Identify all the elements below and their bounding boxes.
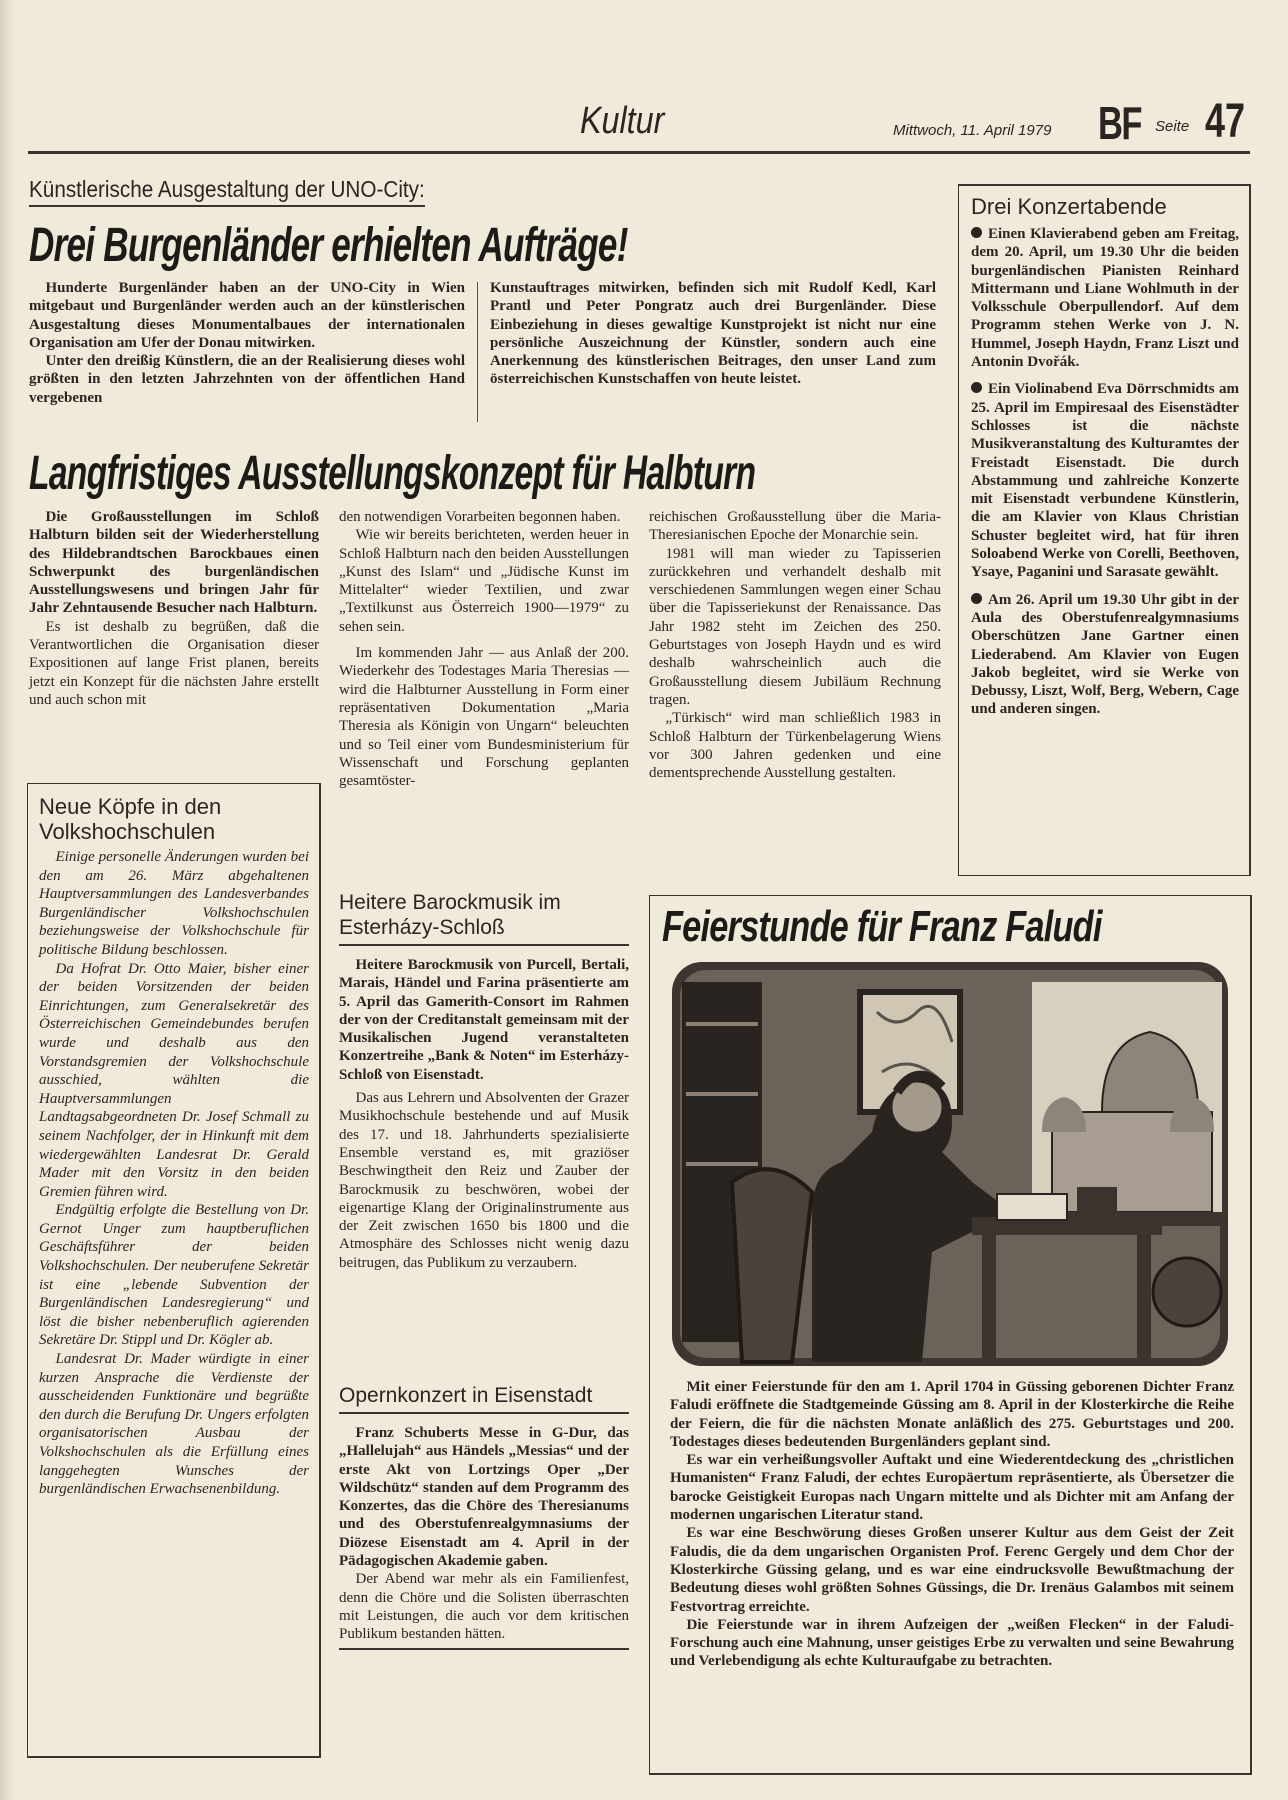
column-rule — [477, 282, 478, 422]
paragraph: Hunderte Burgenländer haben an der UNO-City in Wien mitgebaut und Burgenländer werden auch an der künstlerischen Ausgestaltung dieses Monumentalbaues der internationalen Organisation am Ufer der Donau mitwirken. — [29, 280, 465, 351]
paragraph: Die Feierstunde war in ihrem Aufzeigen der „weißen Flecken“ in der Faludi-Forschung auch eine Mahnung, unser geistiges Erbe zu verwalten und seine Bewahrung und Verlebendigung als echte Kulturaufgabe zu betrachten. — [670, 1616, 1234, 1670]
paragraph: Einige personelle Änderungen wurden bei den am 26. März abgehaltenen Hauptversammlungen des Landesverbandes Burgenländischer Volkshochschulen beziehungsweise der Volkshochschule für politische Bildung beschlossen. — [39, 849, 309, 958]
header-rule — [28, 151, 1250, 154]
paragraph: Wie wir bereits berichteten, werden heuer in Schloß Halbturn nach den beiden Ausstellungen „Kunst des Islam“ und „Jüdische Kunst im Mittelalter“ wieder Textilien, und zwar „Textilkunst aus Österreich 1900—1979“ zu sehen sein. — [339, 527, 629, 635]
paragraph: den notwendigen Vorarbeiten begonnen haben. — [339, 509, 621, 525]
page-number: 47 — [1205, 95, 1246, 148]
section-title: Kultur — [580, 100, 665, 142]
konzertabende-title: Drei Konzertabende — [971, 194, 1167, 219]
issue-date: Mittwoch, 11. April 1979 — [893, 122, 1052, 139]
paragraph: Es ist deshalb zu begrüßen, daß die Verantwortlichen die Organisation dieser Expositionen auf lange Frist planen, bereits jetzt ein Konzept für die nächsten Jahre erstellt und auch schon mit — [29, 618, 319, 708]
faludi-box — [649, 895, 1252, 1775]
halbturn-column-2 — [339, 508, 629, 790]
page-edge — [0, 0, 14, 1800]
volkshochschulen-box — [27, 783, 321, 1758]
volkshochschulen-body — [39, 848, 309, 1499]
paragraph: Landesrat Dr. Mader würdigte in einer kurzen Ansprache die Verdienste der ausscheidenden Funktionäre und begrüßte den durch die Berufung Dr. Ungers erfolgten organisatorischen Ausbau der Volkshochschulen als die Erfüllung eines langgehegten Wunsches der burgenländischen Erwachsenenbildung. — [39, 1351, 309, 1498]
list-item-text: Am 26. April um 19.30 Uhr gibt in der Aula des Oberstufenrealgymnasiums Oberschützen Jane Gartner einen Liederabend. Am Klavier von Eugen Jakob begleitet, wird sie Werke von Debussy, Liszt, Wolf, Berg, Webern, Cage und anderen singen. — [971, 591, 1239, 718]
paragraph: Da Hofrat Dr. Otto Maier, bisher einer der beiden Vorsitzenden der beiden Einrichtungen, zum Generalsekretär des Österreichischen Gemeindebundes berufen wurde und deshalb aus den Vorstandsgremien der Volkshochschule ausschied, wählten die Hauptversammlungen Landtagsabgeordneten Dr. Josef Schmall zu seinem Nachfolger, der in Hinkunft mit dem wiedergewählten Landesrat Dr. Gerald Mader mit den Vorsitz in den beiden Gremien führen wird. — [39, 960, 309, 1200]
bullet-icon — [971, 227, 982, 238]
uno-headline: Drei Burgenländer erhielten Aufträge! — [29, 219, 628, 272]
list-item-text: Ein Violinabend Eva Dörrschmidts am 25. April im Empiresaal des Eisenstädter Schlosses ist die nächste Musikveranstaltung des Kulturamtes der Freistadt Eisenstadt. Die durch Abstammung und zahlreiche Konzerte mit Eisenstadt verbundene Künstlerin, die am Klavier von Klaus Christian Schuster begleitet wird, hat für ihren Soloabend Werke von Corelli, Beethoven, Ysaye, Paganini und Sarasate gewählt. — [971, 381, 1239, 581]
engraving-illustration — [672, 962, 1228, 1366]
paragraph: Das aus Lehrern und Absolventen der Grazer Musikhochschule bestehende und auf Musik des 17. und 18. Jahrhunderts spezialisierte Ensemble verstand es, mit graziöser Beschwingtheit den Reiz und Zauber der Barockmusik zu beschwören, wobei der eigenartige Klang der Originalinstrumente aus der Zeit zwischen 1650 bis 1800 und die Atmosphäre des Schlosses nicht wenig dazu beitrugen, das Publikum zu verzaubern. — [339, 1090, 629, 1271]
paragraph: Kunstauftrages mitwirken, befinden sich mit Rudolf Kedl, Karl Prantl und Peter Pongratz auch drei Burgenländer. Diese Einbeziehung in dieses gewaltige Kunstprojekt ist nicht nur eine persönliche Auszeichnung der Künstler, sondern auch eine Anerkennung des künstlerischen Beitrages, den unser Land zum österreichischen Kunstschaffen von heute leistet. — [490, 280, 936, 388]
paragraph: Mit einer Feierstunde für den am 1. April 1704 in Güssing geborenen Dichter Franz Faludi eröffnete die Stadtgemeinde Güssing am 8. April in der Klosterkirche die Reihe der Feiern, die für die nächsten Monate anläßlich des 275. Geburtstages und 200. Todestages dieses bedeutenden Burgenländers geplant sind. — [670, 1379, 1234, 1450]
konzertabende-box — [958, 184, 1251, 876]
list-item-text: Einen Klavierabend geben am Freitag, dem 20. April, um 19.30 Uhr die beiden burgenländischen Pianisten Reinhard Mittermann und Liane Wohlmuth in der Volksschule Oberpullendorf. Auf dem Programm stehen Werke von J. N. Hummel, Joseph Haydn, Franz Liszt und Antonin Dvořák. — [971, 226, 1239, 371]
barockmusik-article — [339, 890, 629, 1272]
bullet-icon — [971, 382, 982, 393]
paragraph: Im kommenden Jahr — aus Anlaß der 200. Wiederkehr des Todestages Maria Theresias — wird die Halbturner Ausstellung in Form einer repräsentativen Dokumentation „Maria Theresia als Königin von Ungarn“ beleuchten und so Teil einer vom Bundesministerium für Wissenschaft und Forschung geplanten gesamtöster- — [339, 645, 629, 790]
faludi-headline: Feierstunde für Franz Faludi — [662, 902, 1102, 951]
paragraph: „Türkisch“ wird man schließlich 1983 in Schloß Halbturn der Türkenbelagerung Wiens vor 300 Jahren gedenken und eine dementsprechende Ausstellung gestalten. — [649, 710, 941, 782]
faludi-body — [670, 1378, 1234, 1671]
halbturn-headline: Langfristiges Ausstellungskonzept für Halbturn — [29, 447, 756, 500]
barockmusik-body — [339, 956, 629, 1272]
halbturn-column-3 — [649, 508, 941, 782]
uno-column-2 — [490, 279, 936, 389]
opernkonzert-title: Opernkonzert in Eisenstadt — [339, 1383, 629, 1414]
paragraph: Endgültig erfolgte die Bestellung von Dr. Gernot Unger zum hauptberuflichen Geschäftsführer der beiden Volkshochschulen. Der neuberufene Sekretär ist eine „lebende Subvention der Burgenländischen Landesregierung“ und löst die bisher nebenberuflich agierenden Sekretäre Dr. Stippl und Dr. Kögler ab. — [39, 1202, 309, 1349]
uno-kicker: Künstlerische Ausgestaltung der UNO-City: — [29, 176, 425, 207]
halbturn-column-1 — [29, 508, 319, 709]
list-item — [971, 591, 1239, 719]
paragraph: Es war ein verheißungsvoller Auftakt und eine Wiederentdeckung des „christlichen Humanisten“ Franz Faludi, der echtes Europäertum repräsentierte, als Übersetzer die barocke Geistigkeit Europas nach Ungarn mittelte und als Dichter mit am Anfang der modernen ungarischen Literatur stand. — [670, 1452, 1234, 1524]
page-label: Seite — [1155, 118, 1190, 135]
bullet-icon — [971, 593, 982, 604]
article-end-rule — [339, 1648, 629, 1650]
lead-paragraph: Franz Schuberts Messe in G-Dur, das „Hallelujah“ aus Händels „Messias“ und der erste Akt von Lortzings Oper „Der Wildschütz“ standen auf dem Programm des Konzertes, das die Chöre des Theresianums und des Oberstufenrealgymnasiums der Diözese Eisenstadt am 4. April in der Pädagogischen Akademie gaben. — [339, 1425, 629, 1570]
paragraph: Unter den dreißig Künstlern, die an der Realisierung dieses wohl größten in den letzten Jahrzehnten von der öffentlichen Hand vergebenen — [29, 353, 465, 406]
lead-paragraph: Die Großausstellungen im Schloß Halbturn bilden seit der Wiederherstellung des Hildebrandtschen Barockbaues einen Schwerpunkt des burgenländischen Ausstellungswesens und bringen Jahr für Jahr Zehntausende Besucher nach Halbturn. — [29, 509, 319, 617]
list-item — [971, 380, 1239, 581]
volkshochschulen-title: Neue Köpfe in den Volkshochschulen — [39, 794, 222, 844]
uno-column-1 — [29, 279, 465, 407]
paragraph: Der Abend war mehr als ein Familienfest, denn die Chöre und die Solisten überraschten mit Leistungen, die auch vor dem kritischen Publikum bestanden hätten. — [339, 1571, 629, 1643]
paragraph: Es war eine Beschwörung dieses Großen unserer Kultur aus dem Geist der Zeit Faludis, die da dem ungarischen Organisten Prof. Ferenc Gergely und dem Chor der Klosterkirche Güssing gelang, und es war eine eindrucksvolle Bewußtmachung der Bedeutung dieses wohl größten Sohnes Güssings, die Dr. Irenäus Galambos mit seinem Festvortrag erreichte. — [670, 1525, 1234, 1615]
opernkonzert-article — [339, 1383, 629, 1650]
barockmusik-title: Heitere Barockmusik im Esterházy-Schloß — [339, 890, 629, 946]
newspaper-logo: BF — [1098, 97, 1141, 149]
opernkonzert-body — [339, 1424, 629, 1644]
paragraph: reichischen Großausstellung über die Maria-Theresianischen Epoche der Monarchie sein. — [649, 509, 941, 544]
lead-paragraph: Heitere Barockmusik von Purcell, Bertali, Marais, Händel und Farina präsentierte am 5. April das Gamerith-Consort im Rahmen der von der Creditanstalt gemeinsam mit der Musikalischen Jugend veranstalteten Konzertreihe „Bank & Noten“ im Esterházy-Schloß von Eisenstadt. — [339, 957, 629, 1083]
list-item — [971, 225, 1239, 371]
faludi-illustration — [672, 962, 1228, 1366]
konzertabende-list — [971, 225, 1239, 719]
paragraph: 1981 will man wieder zu Tapisserien zurückkehren und verhandelt deshalb mit verschiedenen Sammlungen wegen einer Schau über die Tapisseriekunst der Renaissance. Das Jahr 1982 steht im Zeichen des 250. Geburtstages von Joseph Haydn und es wird deshalb wahrscheinlich auch die Großausstellung diesem Jubiläum Rechnung tragen. — [649, 545, 941, 708]
